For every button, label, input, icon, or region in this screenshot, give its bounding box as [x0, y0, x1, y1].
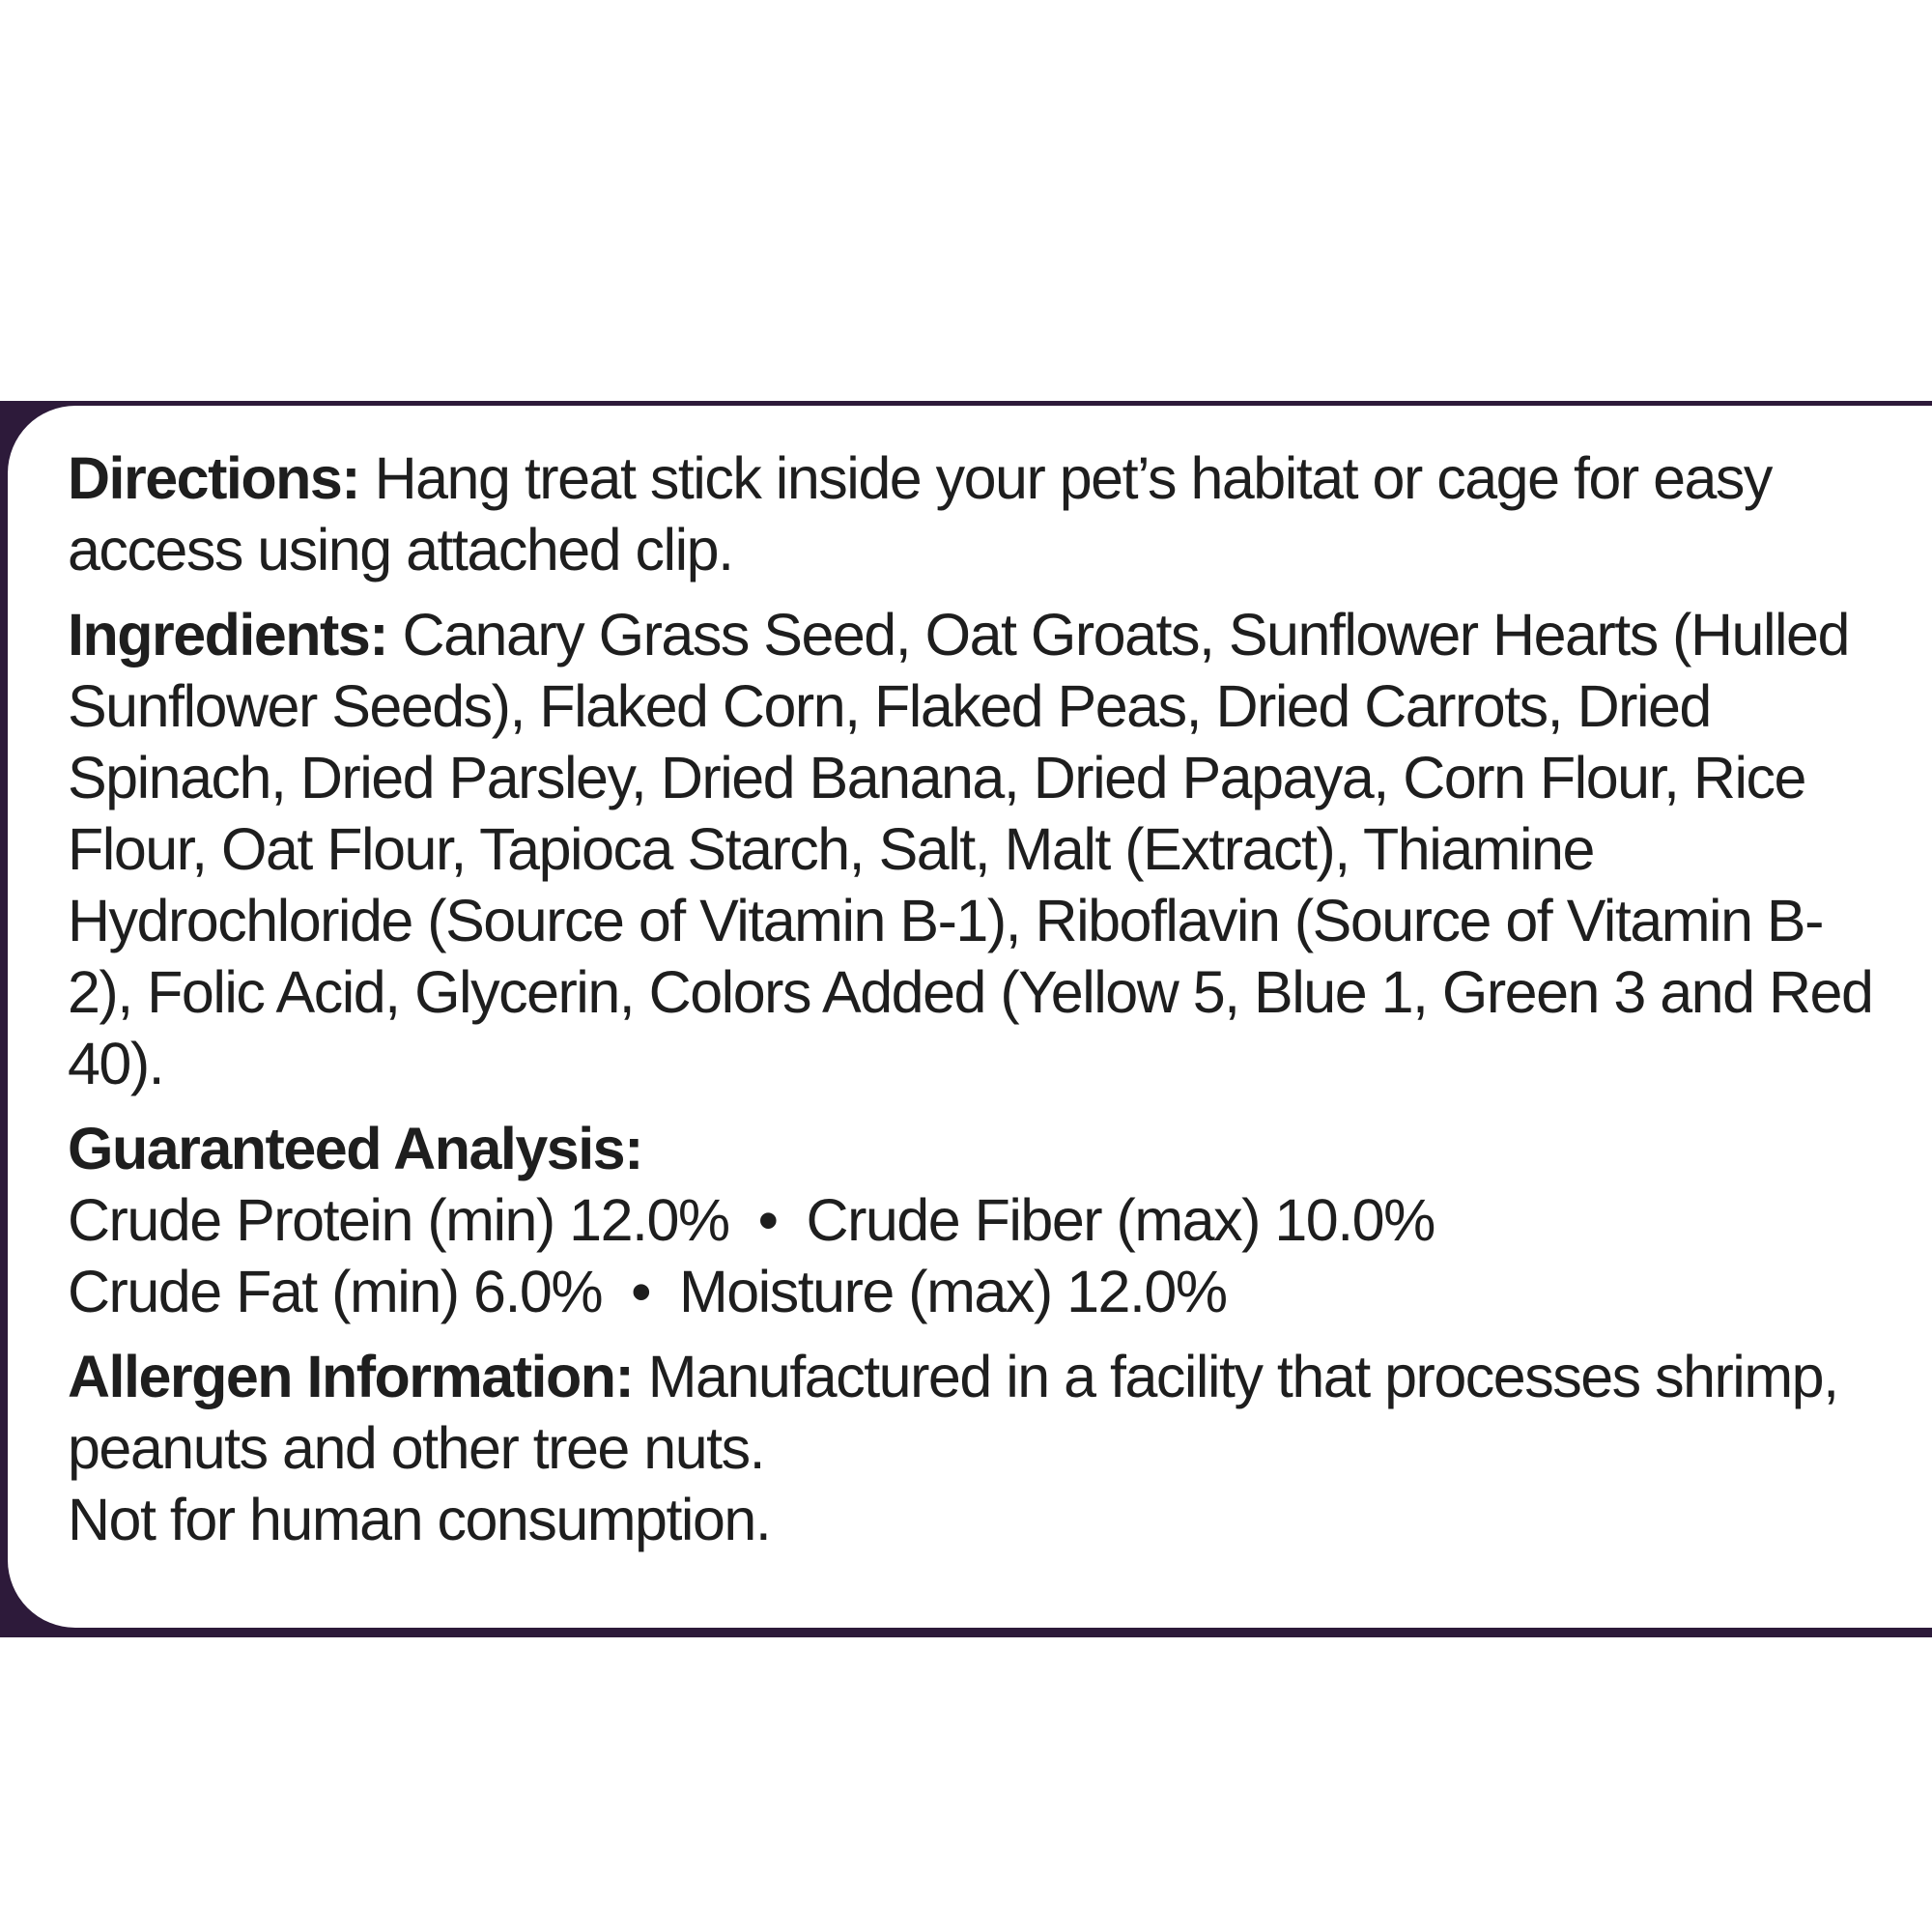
allergen-text: Manufactured in a facility that processes shrimp, peanuts and other tree nuts. [68, 1344, 1838, 1481]
analysis-value: Crude Fat (min) 6.0% [68, 1259, 603, 1324]
analysis-section [68, 1113, 1884, 1327]
bullet-separator: • [757, 1187, 778, 1253]
ingredients-heading: Ingredients: [68, 602, 388, 668]
bullet-separator: • [631, 1259, 650, 1324]
analysis-value: Moisture (max) 12.0% [678, 1259, 1227, 1324]
allergen-section [68, 1341, 1884, 1555]
directions-paragraph [68, 442, 1884, 585]
allergen-heading: Allergen Information: [68, 1344, 634, 1409]
ingredients-paragraph [68, 599, 1884, 1099]
allergen-paragraph [68, 1341, 1884, 1484]
ingredients-text: Canary Grass Seed, Oat Groats, Sunflower Hearts (Hulled Sunflower Seeds), Flaked Corn, Flaked Peas, Dried Carrots, Dried Spinach, Dried Parsley, Dried Banana, Dried Papaya, Corn Flour, Rice Flour, Oat Flour, Tapioca Starch, Salt, Malt (Extract), Thiamine Hydrochloride (Source of Vitamin B-1), Riboflavin (Source of Vitamin B-2), Folic Acid, Glycerin, Colors Added (Yellow 5, Blue 1, Green 3 and Red 40). [68, 602, 1873, 1096]
directions-heading: Directions: [68, 445, 360, 511]
analysis-row [68, 1256, 1884, 1327]
label-panel [8, 406, 1932, 1628]
analysis-heading: Guaranteed Analysis: [68, 1116, 642, 1181]
label-content [68, 442, 1884, 1569]
analysis-value: Crude Fiber (max) 10.0% [806, 1187, 1435, 1253]
allergen-note: Not for human consumption. [68, 1487, 771, 1552]
directions-text: Hang treat stick inside your pet’s habitat or cage for easy access using attached clip. [68, 445, 1772, 582]
analysis-row [68, 1184, 1884, 1256]
analysis-value: Crude Protein (min) 12.0% [68, 1187, 729, 1253]
directions-section [68, 442, 1884, 585]
ingredients-section [68, 599, 1884, 1099]
